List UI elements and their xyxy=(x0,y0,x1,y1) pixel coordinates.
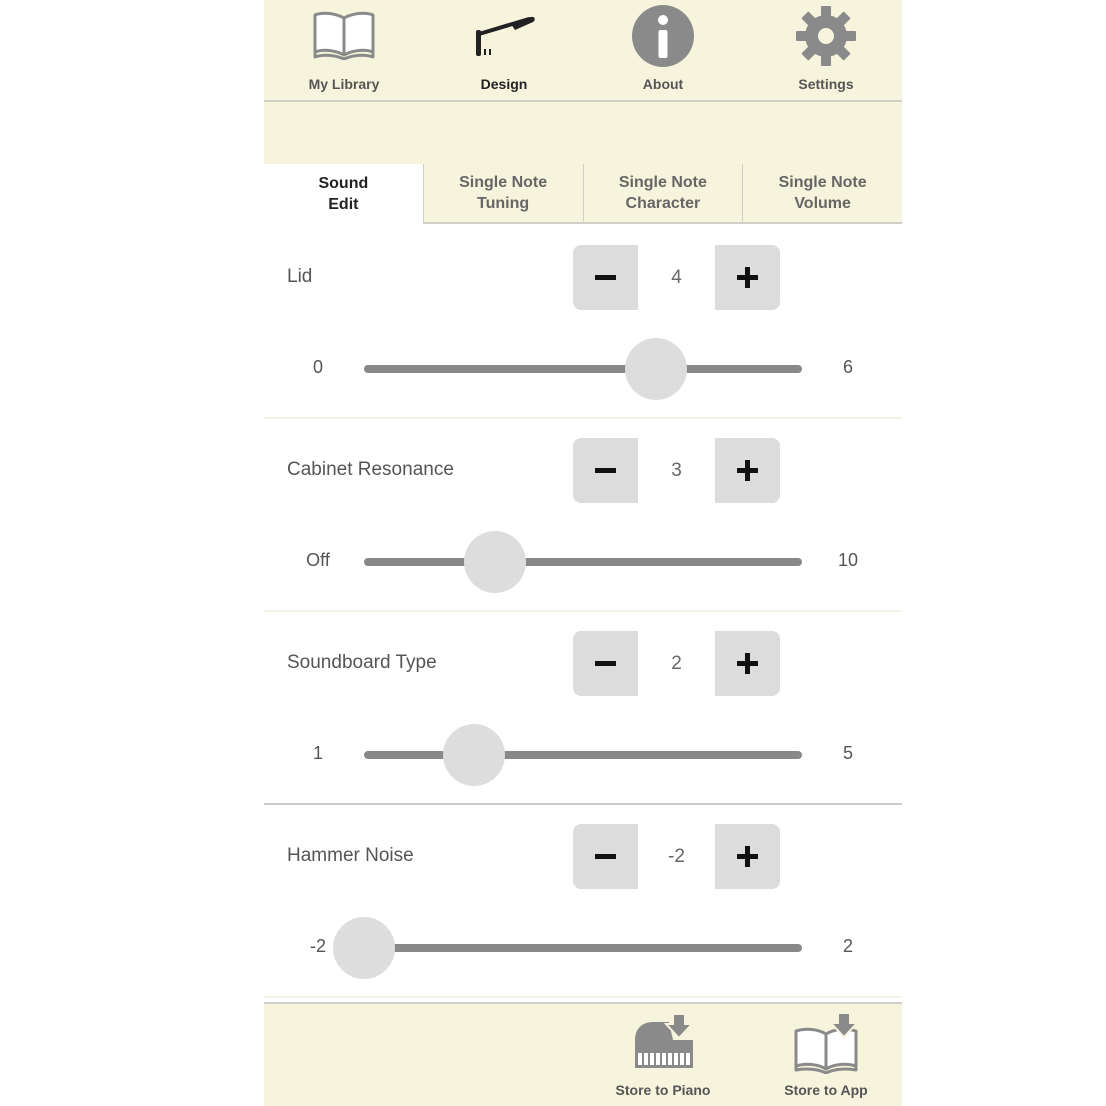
slider-track[interactable] xyxy=(364,751,802,759)
param-label: Soundboard Type xyxy=(287,652,437,673)
slider-thumb[interactable] xyxy=(464,531,526,593)
nav-settings[interactable] xyxy=(746,0,902,100)
nav-label-my-library: My Library xyxy=(308,76,380,92)
range-min-label: 1 xyxy=(312,743,323,763)
slider-track[interactable] xyxy=(364,944,802,952)
nav-design[interactable] xyxy=(424,0,584,100)
minus-icon xyxy=(595,854,616,859)
slider-thumb[interactable] xyxy=(443,724,505,786)
minus-icon xyxy=(595,275,616,280)
param-label: Lid xyxy=(287,266,313,287)
decrement-button[interactable] xyxy=(573,631,638,696)
tab-single-note-character[interactable]: Single Note Character xyxy=(583,164,743,224)
range-min-label: -2 xyxy=(309,936,326,956)
range-min-label: 0 xyxy=(312,357,323,377)
store-to-app-label: Store to App xyxy=(784,1082,868,1098)
store-to-app-button[interactable] xyxy=(751,1004,901,1106)
header-band xyxy=(264,102,902,166)
nav-label-settings: Settings xyxy=(798,76,854,92)
slider-track[interactable] xyxy=(364,558,802,566)
param-hammer-noise xyxy=(264,803,902,998)
slider-thumb[interactable] xyxy=(333,917,395,979)
book-icon xyxy=(311,6,377,65)
store-to-piano-button[interactable] xyxy=(588,1004,738,1106)
app-window xyxy=(264,0,902,1106)
decrement-button[interactable] xyxy=(573,245,638,310)
hammer-icon xyxy=(471,10,537,63)
nav-label-about: About xyxy=(642,76,684,92)
param-value: 3 xyxy=(671,460,682,481)
range-max-label: 10 xyxy=(837,550,859,570)
param-value: 2 xyxy=(671,653,682,674)
slider-thumb[interactable] xyxy=(625,338,687,400)
decrement-button[interactable] xyxy=(573,438,638,503)
gear-icon xyxy=(794,4,858,73)
range-max-label: 5 xyxy=(842,743,853,763)
info-icon xyxy=(631,4,695,73)
param-cabinet-resonance xyxy=(264,417,902,612)
nav-my-library[interactable] xyxy=(264,0,424,100)
top-navigation xyxy=(264,0,902,102)
nav-about[interactable] xyxy=(583,0,743,100)
increment-button[interactable] xyxy=(715,631,780,696)
decrement-button[interactable] xyxy=(573,824,638,889)
tab-single-note-tuning[interactable]: Single Note Tuning xyxy=(423,164,583,224)
range-max-label: 2 xyxy=(842,936,853,956)
range-min-label: Off xyxy=(306,550,330,570)
param-label: Hammer Noise xyxy=(287,845,414,866)
tab-single-note-volume[interactable]: Single Note Volume xyxy=(742,164,902,224)
slider-track[interactable] xyxy=(364,365,802,373)
book-download-icon xyxy=(790,1012,862,1079)
param-lid xyxy=(264,224,902,419)
tab-sound-edit[interactable]: Sound Edit xyxy=(264,164,423,224)
param-value: 4 xyxy=(671,267,682,288)
bottom-toolbar xyxy=(264,1002,902,1106)
param-label: Cabinet Resonance xyxy=(287,459,454,480)
tab-bar xyxy=(264,164,902,224)
piano-download-icon xyxy=(629,1012,697,1079)
param-soundboard-type xyxy=(264,610,902,805)
minus-icon xyxy=(595,661,616,666)
range-max-label: 6 xyxy=(842,357,853,377)
store-to-piano-label: Store to Piano xyxy=(615,1082,711,1098)
nav-label-design: Design xyxy=(480,76,528,92)
increment-button[interactable] xyxy=(715,245,780,310)
increment-button[interactable] xyxy=(715,438,780,503)
param-value: -2 xyxy=(668,846,685,867)
minus-icon xyxy=(595,468,616,473)
increment-button[interactable] xyxy=(715,824,780,889)
